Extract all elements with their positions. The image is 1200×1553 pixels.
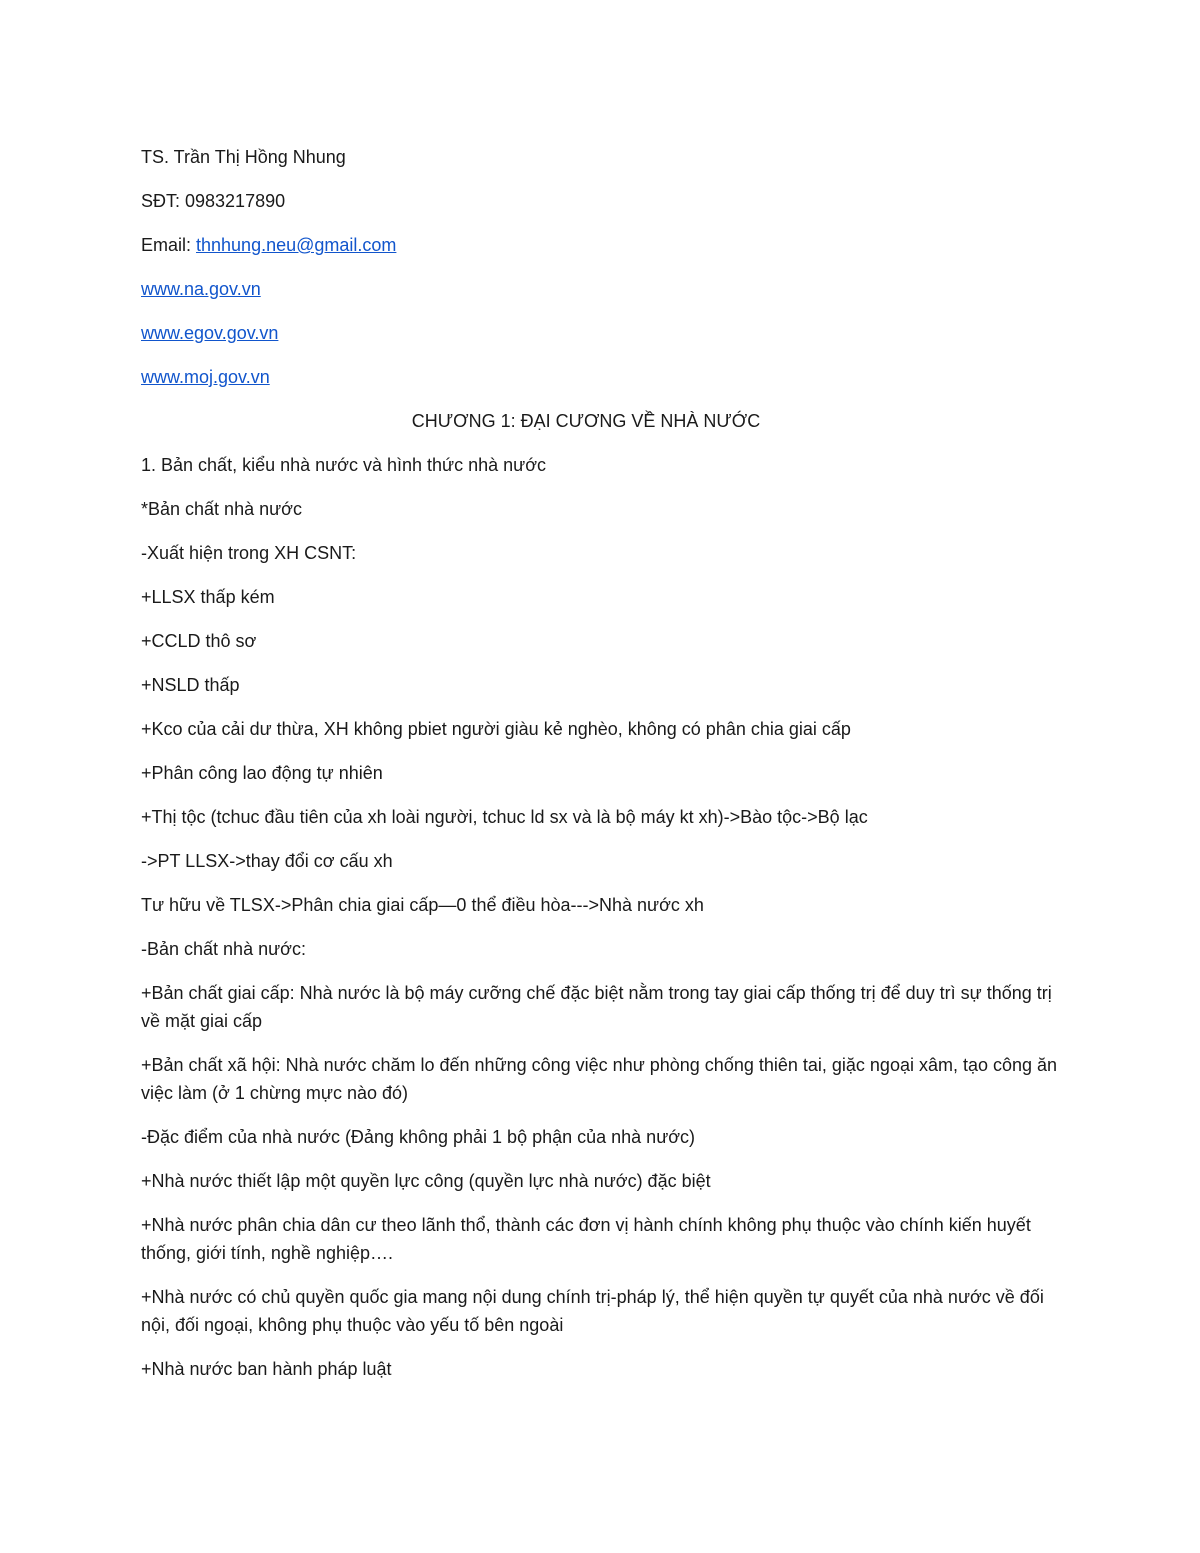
website-link-moj[interactable]: www.moj.gov.vn bbox=[141, 367, 270, 387]
body-paragraph: +Nhà nước thiết lập một quyền lực công (quyền lực nhà nước) đặc biệt bbox=[141, 1171, 711, 1191]
body-paragraph: +Kco của cải dư thừa, XH không pbiet người giàu kẻ nghèo, không có phân chia giai cấp bbox=[141, 719, 851, 739]
body-paragraph: Tư hữu về TLSX->Phân chia giai cấp—0 thể điều hòa--->Nhà nước xh bbox=[141, 895, 704, 915]
chapter-title: CHƯƠNG 1: ĐẠI CƯƠNG VỀ NHÀ NƯỚC bbox=[411, 411, 761, 431]
email-line bbox=[141, 231, 1061, 259]
document-content bbox=[141, 143, 1061, 1399]
body-paragraph: ->PT LLSX->thay đổi cơ cấu xh bbox=[141, 851, 393, 871]
body-paragraph: +Nhà nước có chủ quyền quốc gia mang nội dung chính trị-pháp lý, thể hiện quyền tự quyết của nhà nước về đối nội, đối ngoại, không phụ thuộc vào yếu tố bên ngoài bbox=[141, 1287, 1044, 1335]
body-paragraph: +Bản chất xã hội: Nhà nước chăm lo đến những công việc như phòng chống thiên tai, giặc ngoại xâm, tạo công ăn việc làm (ở 1 chừng mực nào đó) bbox=[141, 1055, 1058, 1103]
body-paragraph: +Bản chất giai cấp: Nhà nước là bộ máy cưỡng chế đặc biệt nằm trong tay giai cấp thống trị để duy trì sự thống trị về mặt giai cấp bbox=[141, 983, 1052, 1031]
author-line: TS. Trần Thị Hồng Nhung bbox=[141, 147, 346, 167]
website-line-1 bbox=[141, 275, 1061, 303]
body-paragraph: +CCLD thô sơ bbox=[141, 631, 257, 651]
section-heading: 1. Bản chất, kiểu nhà nước và hình thức nhà nước bbox=[141, 455, 546, 475]
body-paragraph: +Nhà nước ban hành pháp luật bbox=[141, 1359, 392, 1379]
email-label: Email: bbox=[141, 235, 197, 255]
email-link[interactable]: thnhung.neu@gmail.com bbox=[196, 235, 397, 255]
body-paragraph: -Đặc điểm của nhà nước (Đảng không phải 1 bộ phận của nhà nước) bbox=[141, 1127, 696, 1147]
body-paragraph: -Xuất hiện trong XH CSNT: bbox=[141, 543, 357, 563]
body-paragraph: +NSLD thấp bbox=[141, 675, 240, 695]
body-paragraph: -Bản chất nhà nước: bbox=[141, 939, 306, 959]
subsection-heading: *Bản chất nhà nước bbox=[141, 499, 302, 519]
body-paragraph: +Thị tộc (tchuc đầu tiên của xh loài người, tchuc ld sx và là bộ máy kt xh)->Bào tộc->Bộ lạc bbox=[141, 807, 868, 827]
phone-line: SĐT: 0983217890 bbox=[141, 191, 286, 211]
website-link-na[interactable]: www.na.gov.vn bbox=[141, 279, 261, 299]
body-paragraph: +Nhà nước phân chia dân cư theo lãnh thổ, thành các đơn vị hành chính không phụ thuộc vào chính kiến huyết thống, giới tính, nghề nghiệp…. bbox=[141, 1215, 1031, 1263]
website-line-2 bbox=[141, 319, 1061, 347]
website-link-egov[interactable]: www.egov.gov.vn bbox=[141, 323, 279, 343]
body-paragraph: +LLSX thấp kém bbox=[141, 587, 275, 607]
website-line-3 bbox=[141, 363, 1061, 391]
body-paragraph: +Phân công lao động tự nhiên bbox=[141, 763, 383, 783]
